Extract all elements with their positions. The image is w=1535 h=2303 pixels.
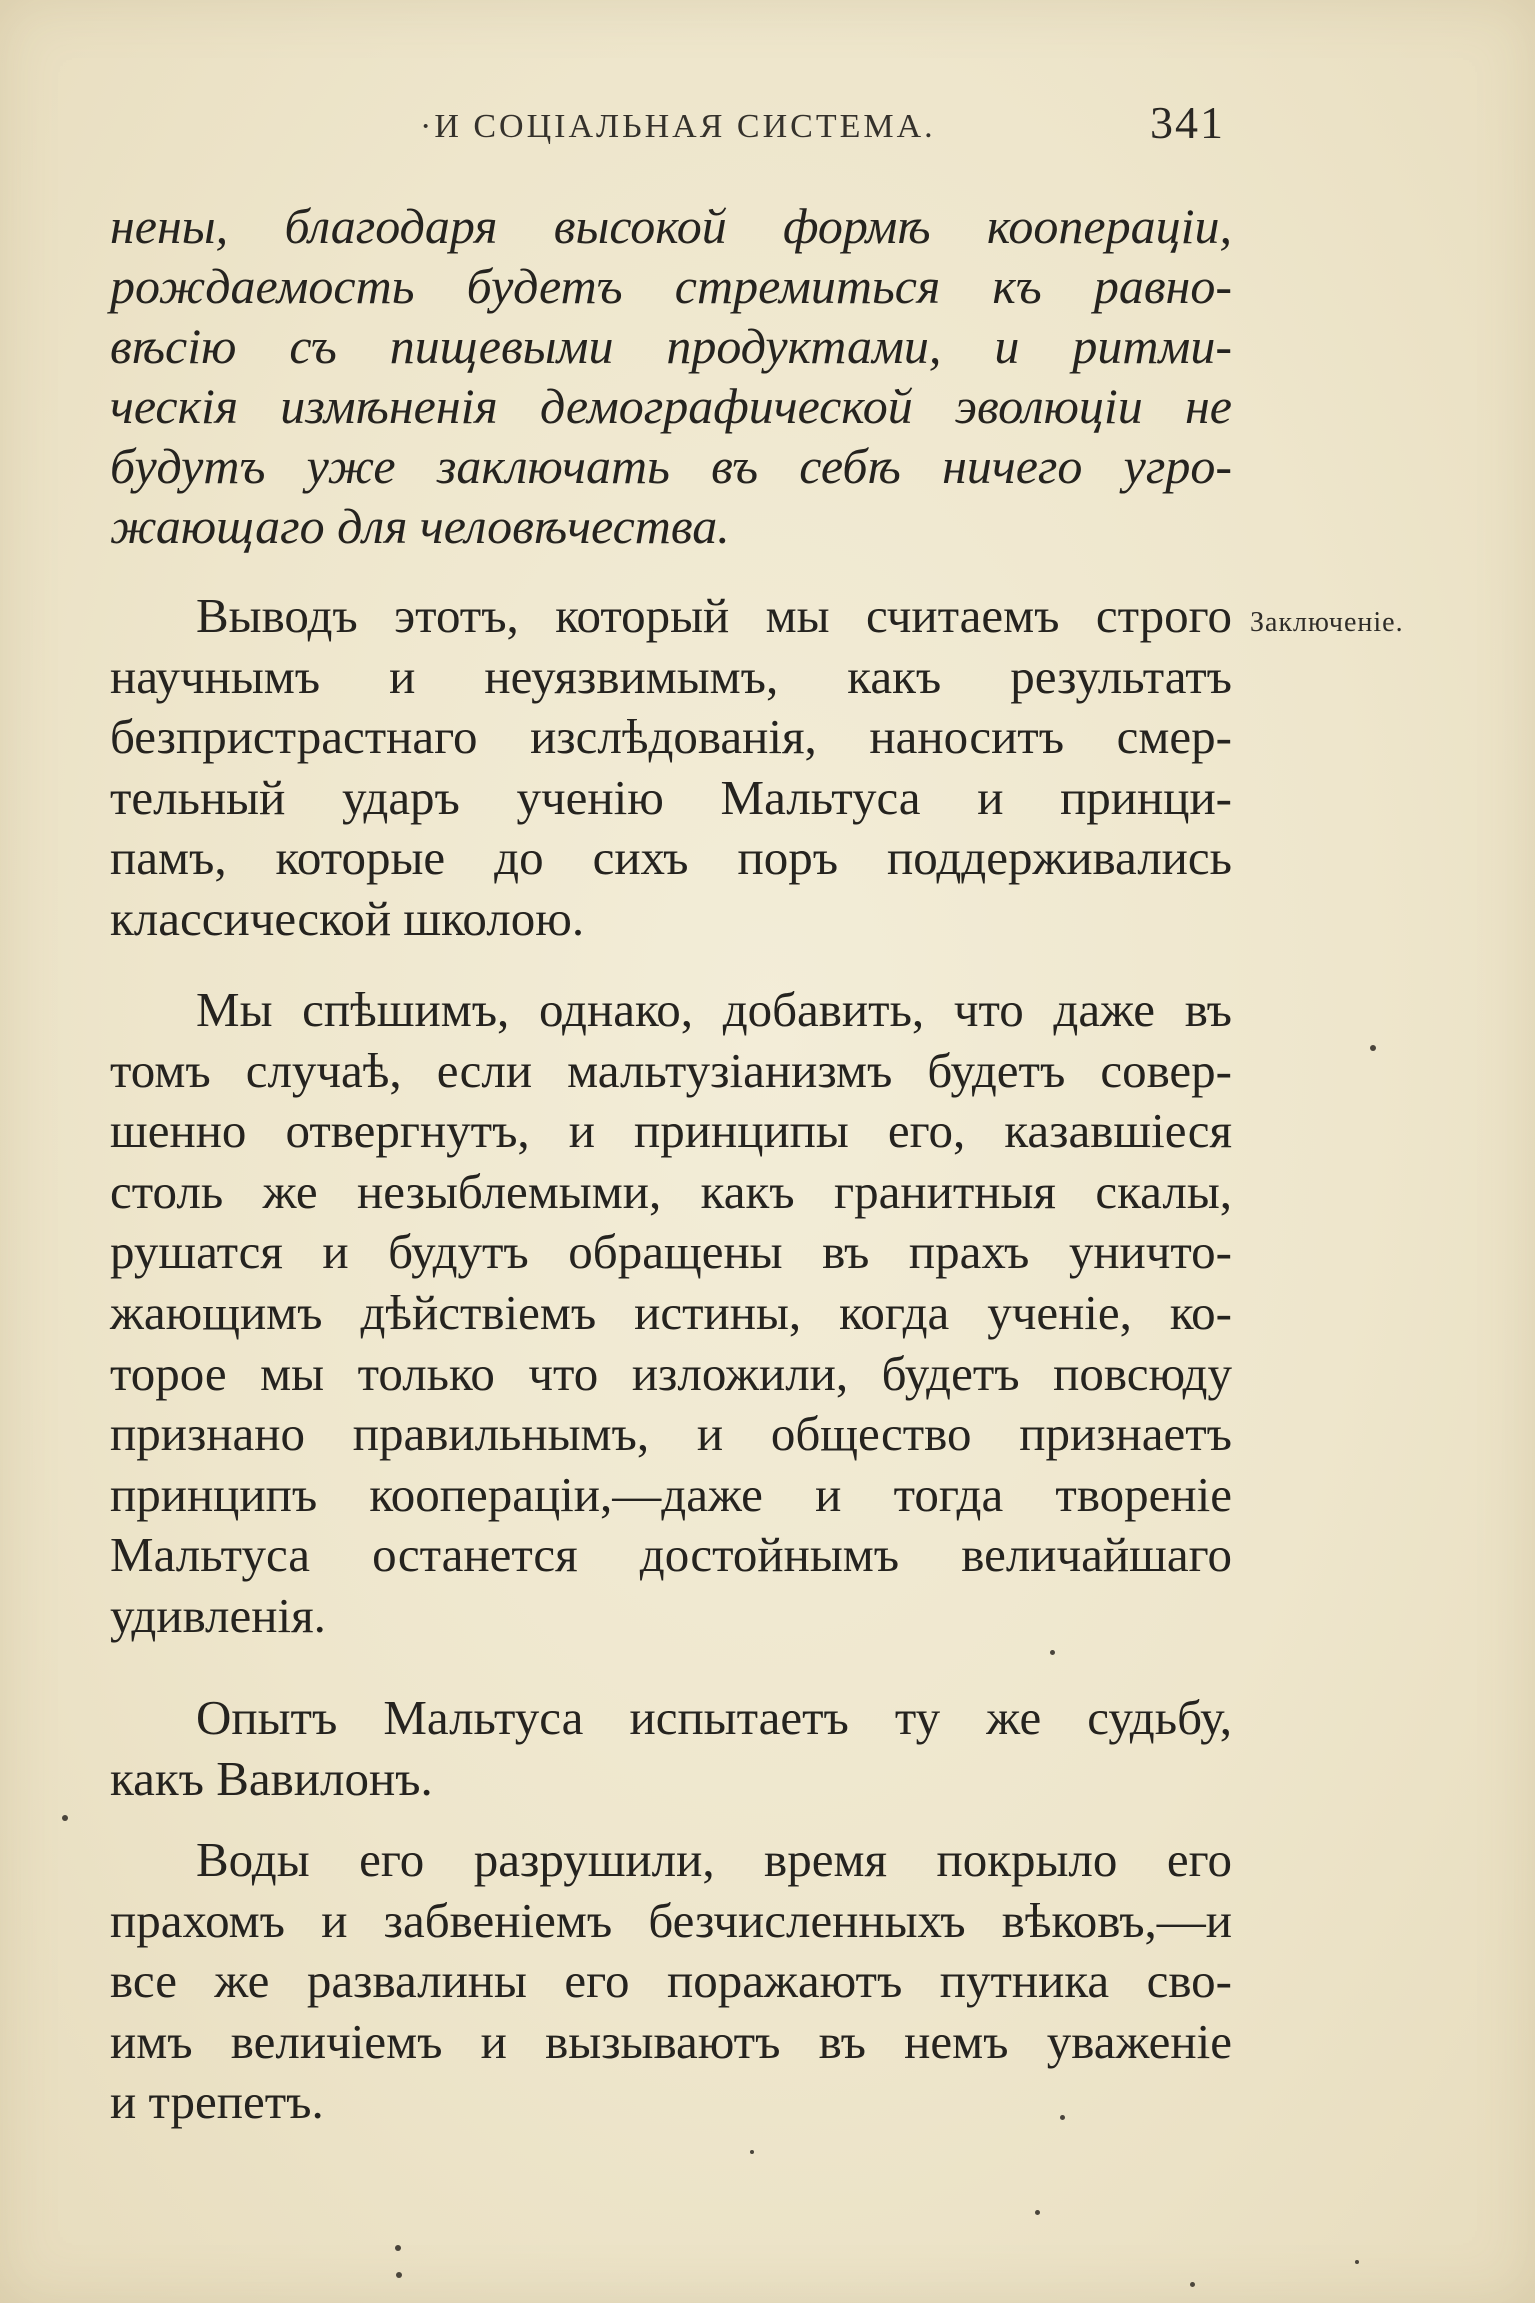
text-line: рушатся и будутъ обращены въ прахъ уничто-: [110, 1224, 1232, 1280]
italic-quote-block: [110, 196, 1232, 556]
print-speck: [1355, 2260, 1359, 2264]
paragraph-malthusianism: [110, 980, 1232, 1647]
text-line: принципъ коопераціи,—даже и тогда твореніе: [110, 1466, 1232, 1522]
text-line: Мы спѣшимъ, однако, добавить, что даже въ: [196, 982, 1232, 1037]
print-speck: [1060, 2115, 1065, 2120]
text-line: все же развалины его поражаютъ путника сво-: [110, 1953, 1232, 2009]
page-number: 341: [1150, 97, 1225, 148]
text-line: научнымъ и неуязвимымъ, какъ результатъ: [110, 648, 1232, 704]
text-line: столь же незыблемыми, какъ гранитныя скалы,: [110, 1163, 1232, 1219]
text-line: имъ величіемъ и вызываютъ въ немъ уваженіе: [110, 2013, 1232, 2069]
text-line: торое мы только что изложили, будетъ повсюду: [110, 1345, 1232, 1401]
text-line: признано правильнымъ, и общество признаетъ: [110, 1406, 1232, 1462]
print-speck: [1035, 2210, 1040, 2215]
print-speck: [62, 1815, 68, 1821]
text-line: будутъ уже заключать въ себѣ ничего угро-: [110, 438, 1232, 494]
text-line: памъ, которые до сихъ поръ поддерживались: [110, 830, 1232, 886]
text-line: и трепетъ.: [110, 2074, 324, 2130]
text-line: ческія измѣненія демографической эволюціи не: [110, 378, 1232, 434]
text-line: прахомъ и забвеніемъ безчисленныхъ вѣковъ,—и: [110, 1892, 1232, 1948]
print-speck: [750, 2150, 754, 2154]
text-line: Воды его разрушили, время покрыло его: [196, 1832, 1232, 1887]
text-line: рождаемость будетъ стремиться къ равно-: [110, 258, 1232, 314]
text-line: нены, благодаря высокой формѣ коопераціи,: [110, 198, 1232, 254]
paragraph-conclusion: [110, 586, 1232, 950]
text-line: какъ Вавилонъ.: [110, 1750, 433, 1806]
text-line: тельный ударъ ученію Мальтуса и принци-: [110, 769, 1232, 825]
running-head: ·И СОЦІАЛЬНАЯ СИСТЕМА.: [420, 108, 936, 145]
text-line: Выводъ этотъ, который мы считаемъ строго: [196, 588, 1232, 643]
print-speck: [1370, 1045, 1376, 1051]
paragraph-babylon: [110, 1688, 1232, 1809]
text-line: шенно отвергнутъ, и принципы его, казавшіеся: [110, 1103, 1232, 1159]
text-line: классической школою.: [110, 890, 585, 946]
text-line: удивленія.: [110, 1587, 326, 1643]
print-speck: [395, 2245, 401, 2251]
print-speck: [396, 2272, 402, 2278]
text-line: Мальтуса останется достойнымъ величайшаго: [110, 1527, 1232, 1583]
print-speck: [1050, 1650, 1055, 1655]
text-line: томъ случаѣ, если мальтузіанизмъ будетъ совер-: [110, 1042, 1232, 1098]
margin-note: Заключеніе.: [1250, 607, 1404, 638]
text-line: жающимъ дѣйствіемъ истины, когда ученіе, ко-: [110, 1284, 1232, 1340]
text-line: Опытъ Мальтуса испытаетъ ту же судьбу,: [196, 1690, 1232, 1745]
paragraph-ruins: [110, 1830, 1232, 2133]
print-speck: [1190, 2282, 1195, 2287]
text-line: вѣсію съ пищевыми продуктами, и ритми-: [110, 318, 1232, 374]
text-line: жающаго для человѣчества.: [110, 498, 730, 554]
text-line: безпристрастнаго изслѣдованія, наноситъ смер-: [110, 709, 1232, 765]
